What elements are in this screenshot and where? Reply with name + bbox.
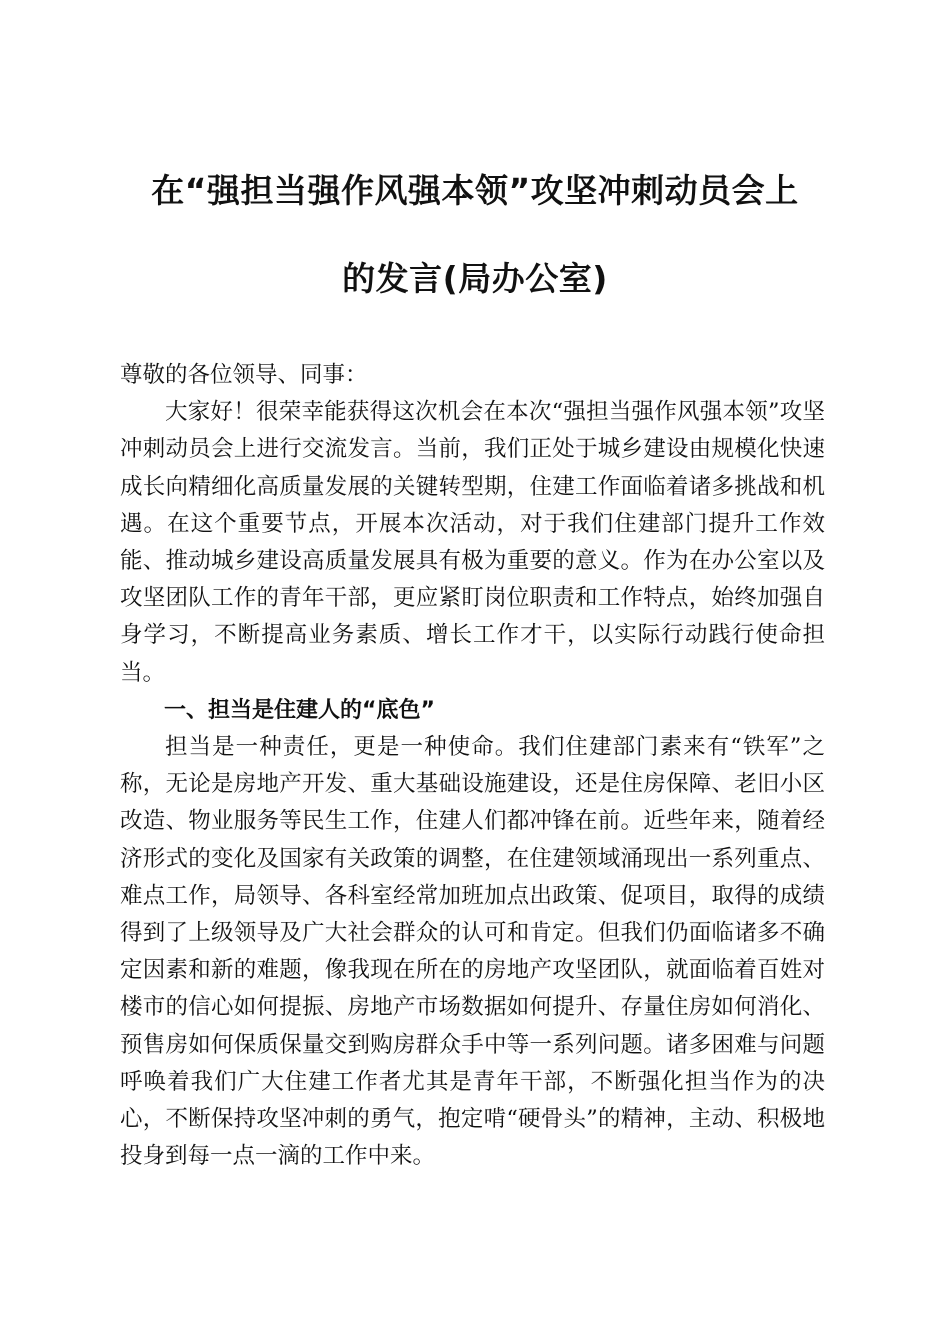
document-body xyxy=(120,357,825,1175)
document-title xyxy=(110,147,840,323)
intro-paragraph: 大家好！很荣幸能获得这次机会在本次“强担当强作风强本领”攻坚冲刺动员会上进行交流发言。当前，我们正处于城乡建设由规模化快速成长向精细化高质量发展的关键转型期，住建工作面临着诸多挑战和机遇。在这个重要节点，开展本次活动，对于我们住建部门提升工作效能、推动城乡建设高质量发展具有极为重要的意义。作为在办公室以及攻坚团队工作的青年干部，更应紧盯岗位职责和工作特点，始终加强自身学习，不断提高业务素质、增长工作才干，以实际行动践行使命担当。 xyxy=(120,399,825,686)
section-1-paragraph: 担当是一种责任，更是一种使命。我们住建部门素来有“铁军”之称，无论是房地产开发、重大基础设施建设，还是住房保障、老旧小区改造、物业服务等民生工作，住建人们都冲锋在前。近些年来，随着经济形式的变化及国家有关政策的调整，在住建领域涌现出一系列重点、难点工作，局领导、各科室经常加班加点出政策、促项目，取得的成绩得到了上级领导及广大社会群众的认可和肯定。但我们仍面临诸多不确定因素和新的难题，像我现在所在的房地产攻坚团队，就面临着百姓对楼市的信心如何提振、房地产市场数据如何提升、存量住房如何消化、预售房如何保质保量交到购房群众手中等一系列问题。诸多困难与问题呼唤着我们广大住建工作者尤其是青年干部，不断强化担当作为的决心，不断保持攻坚冲刺的勇气，抱定啃“硬骨头”的精神，主动、积极地投身到每一点一滴的工作中来。 xyxy=(120,734,825,1170)
section-1-heading: 一、担当是住建人的“底色” xyxy=(164,697,435,723)
salutation: 尊敬的各位领导、同事： xyxy=(120,362,368,388)
title-line-1: 在“强担当强作风强本领”攻坚冲刺动员会上 xyxy=(151,171,799,210)
title-line-2: 的发言(局办公室) xyxy=(342,259,608,298)
